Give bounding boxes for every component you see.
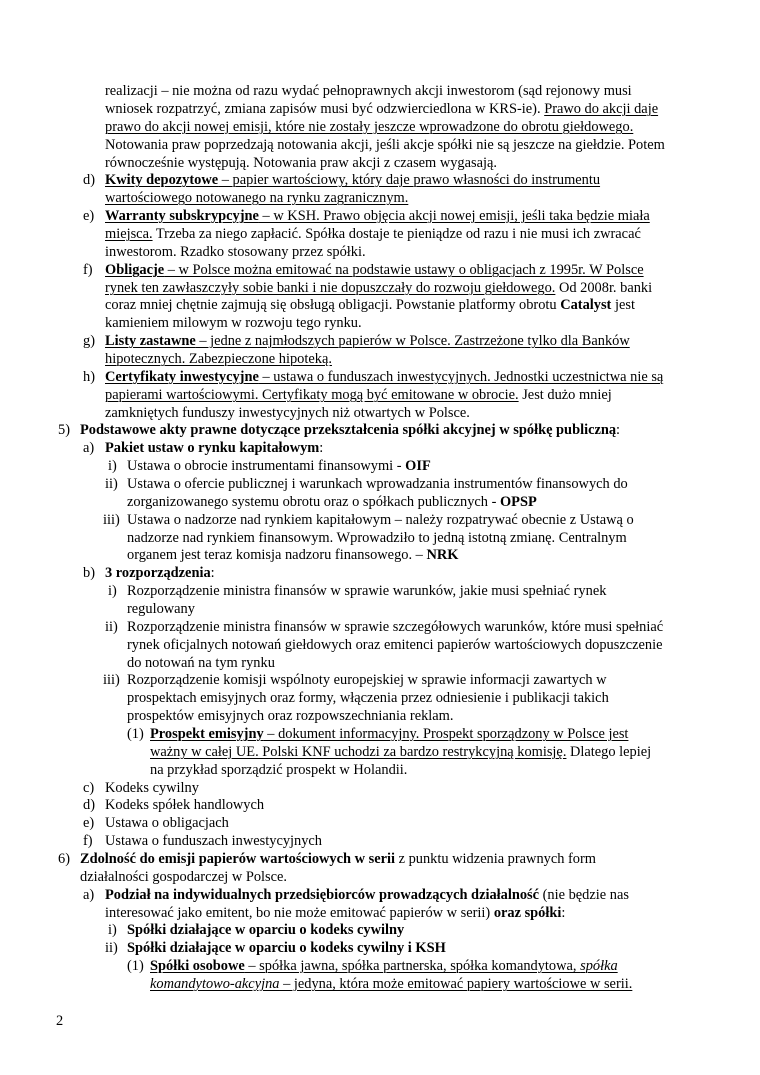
text-line: rynek oficjalnych notowań giełdowych oraz emitenci papierów wartościowych dopuszczenie [127, 637, 663, 653]
text-line: na przykład sporządzić prospekt w Holandii. [150, 762, 408, 778]
list-item-obligacje: Obligacje – w Polsce można emitować na podstawie ustawy o obligacjach z 1995r. W Polsce [105, 262, 644, 278]
text-line: komandytowo-akcyjna – jedyna, która może emitować papiery wartościowe w serii. [150, 976, 633, 992]
list-item: Ustawa o obrocie instrumentami finansowymi - OIF [127, 458, 431, 474]
list-marker: ii) [105, 940, 118, 956]
text-line: zamkniętych funduszy inwestycyjnych niż otwartych w Polsce. [105, 405, 470, 421]
text-line: równocześnie występują. Notowania praw akcji z czasem wygasają. [105, 155, 497, 171]
text-line: kamieniem milowym w rozwoju tego rynku. [105, 315, 362, 331]
list-item: Kodeks spółek handlowych [105, 797, 265, 813]
list-marker: i) [108, 583, 117, 599]
list-marker: g) [83, 333, 95, 349]
list-marker: e) [83, 815, 95, 831]
page-number: 2 [56, 1013, 64, 1029]
text-line: interesować jako emitent, bo nie może emitować papierów w serii) oraz spółki: [105, 905, 566, 921]
text-line: regulowany [127, 601, 195, 617]
list-marker: ii) [105, 476, 118, 492]
section-heading-6: Zdolność do emisji papierów wartościowych w serii z punktu widzenia prawnych form [80, 851, 596, 867]
list-marker: h) [83, 369, 95, 385]
list-item: Ustawa o nadzorze nad rynkiem kapitałowym – należy rozpatrywać obecnie z Ustawą o [127, 512, 634, 528]
list-item: Spółki działające w oparciu o kodeks cywilny [127, 922, 405, 938]
section-heading-5: Podstawowe akty prawne dotyczące przekształcenia spółki akcyjnej w spółkę publiczną: [80, 422, 621, 438]
list-marker: (1) [127, 726, 144, 742]
list-marker: 5) [58, 422, 70, 438]
text-line: zorganizowanego systemu obrotu oraz o spółkach publicznych - OPSP [127, 494, 537, 510]
text-line: wniosek rozpatrzyć, zmiana zapisów musi być odzwierciedlona w KRS-ie). Prawo do akcji daje [105, 101, 659, 117]
list-item-kwity: Kwity depozytowe – papier wartościowy, który daje prawo własności do instrumentu [105, 172, 601, 188]
text-line: prospektach emisyjnych oraz formy, włączenia przez odniesienie i publikacji takich [127, 690, 609, 706]
list-item: Rozporządzenie komisji wspólnoty europejskiej w sprawie informacji zawartych w [127, 672, 607, 688]
list-item: Ustawa o ofercie publicznej i warunkach wprowadzania instrumentów finansowych do [127, 476, 628, 492]
text-line: realizacji – nie można od razu wydać pełnoprawnych akcji inwestorom (sąd rejonowy musi [105, 83, 632, 99]
list-marker: f) [83, 833, 93, 849]
list-marker: e) [83, 208, 95, 224]
list-item: Rozporządzenie ministra finansów w sprawie szczegółowych warunków, które musi spełniać [127, 619, 664, 635]
list-marker: b) [83, 565, 95, 581]
list-marker: c) [83, 780, 95, 796]
text-line: prospektów emisyjnych oraz rozpowszechniania reklam. [127, 708, 454, 724]
list-marker: f) [83, 262, 93, 278]
list-marker: 6) [58, 851, 70, 867]
list-item-certyfikaty: Certyfikaty inwestycyjne – ustawa o funduszach inwestycyjnych. Jednostki uczestnictwa nie są [105, 369, 664, 385]
list-item-listy: Listy zastawne – jedne z najmłodszych papierów w Polsce. Zastrzeżone tylko dla Banków [105, 333, 630, 349]
text-line: wartościowego notowanego na rynku zagranicznym. [105, 190, 409, 206]
list-item: Ustawa o funduszach inwestycyjnych [105, 833, 322, 849]
text-line: rynek ten zawłaszczyły sobie banki i nie dopuszczały do rozwoju giełdowego. Od 2008r. banki [105, 280, 653, 296]
text-line: do notowań na tym rynku [127, 655, 275, 671]
subsection-heading: 3 rozporządzenia: [105, 565, 215, 581]
list-item: Rozporządzenie ministra finansów w sprawie warunków, jakie musi spełniać rynek [127, 583, 607, 599]
list-marker: d) [83, 172, 95, 188]
text-line: miejsca. Trzeba za niego zapłacić. Spółka dostaje te pieniądze od razu i nie musi ich zwracać [105, 226, 641, 242]
list-marker: d) [83, 797, 95, 813]
list-item: Kodeks cywilny [105, 780, 199, 796]
text-line: papierami wartościowymi. Certyfikaty mogą być emitowane w obrocie. Jest dużo mniej [105, 387, 612, 403]
text-line: coraz mniej chętnie zajmują się obsługą obligacji. Powstanie platformy obrotu Catalyst jest [105, 297, 635, 313]
list-item: Ustawa o obligacjach [105, 815, 229, 831]
subsection-heading: Pakiet ustaw o rynku kapitałowym: [105, 440, 324, 456]
list-item-spolki-osobowe: Spółki osobowe – spółka jawna, spółka partnerska, spółka komandytowa, spółka [150, 958, 618, 974]
list-marker: a) [83, 887, 95, 903]
text-line: organem jest teraz komisja nadzoru finansowego. – NRK [127, 547, 459, 563]
list-marker: i) [108, 458, 117, 474]
text-line: Notowania praw poprzedzają notowania akcji, jeśli akcje spółki nie są jeszcze na giełdzie. Potem [105, 137, 665, 153]
text-line: ważny w całej UE. Polski KNF uchodzi za bardzo restrykcyjną komisję. Dlatego lepiej [150, 744, 652, 760]
text-line: hipotecznych. Zabezpieczone hipoteką. [105, 351, 332, 367]
list-marker: a) [83, 440, 95, 456]
list-marker: ii) [105, 619, 118, 635]
list-marker: i) [108, 922, 117, 938]
list-marker: iii) [103, 672, 120, 688]
text-line: inwestorom. Rzadko stosowany przez spółki. [105, 244, 366, 260]
text-line: prawo do akcji nowej emisji, które nie zostały jeszcze wprowadzone do obrotu giełdowego. [105, 119, 634, 135]
list-item-prospekt: Prospekt emisyjny – dokument informacyjny. Prospekt sporządzony w Polsce jest [150, 726, 629, 742]
text-line: nadzorze nad rynkiem finansowym. Wprowadziło to jedną istotną zmianę. Centralnym [127, 530, 627, 546]
list-marker: (1) [127, 958, 144, 974]
text-line: działalności gospodarczej w Polsce. [80, 869, 287, 885]
list-marker: iii) [103, 512, 120, 528]
list-item: Spółki działające w oparciu o kodeks cywilny i KSH [127, 940, 446, 956]
list-item-warranty: Warranty subskrypcyjne – w KSH. Prawo objęcia akcji nowej emisji, jeśli taka będzie miała [105, 208, 650, 224]
subsection-heading: Podział na indywidualnych przedsiębiorców prowadzących działalność (nie będzie nas [105, 887, 629, 903]
